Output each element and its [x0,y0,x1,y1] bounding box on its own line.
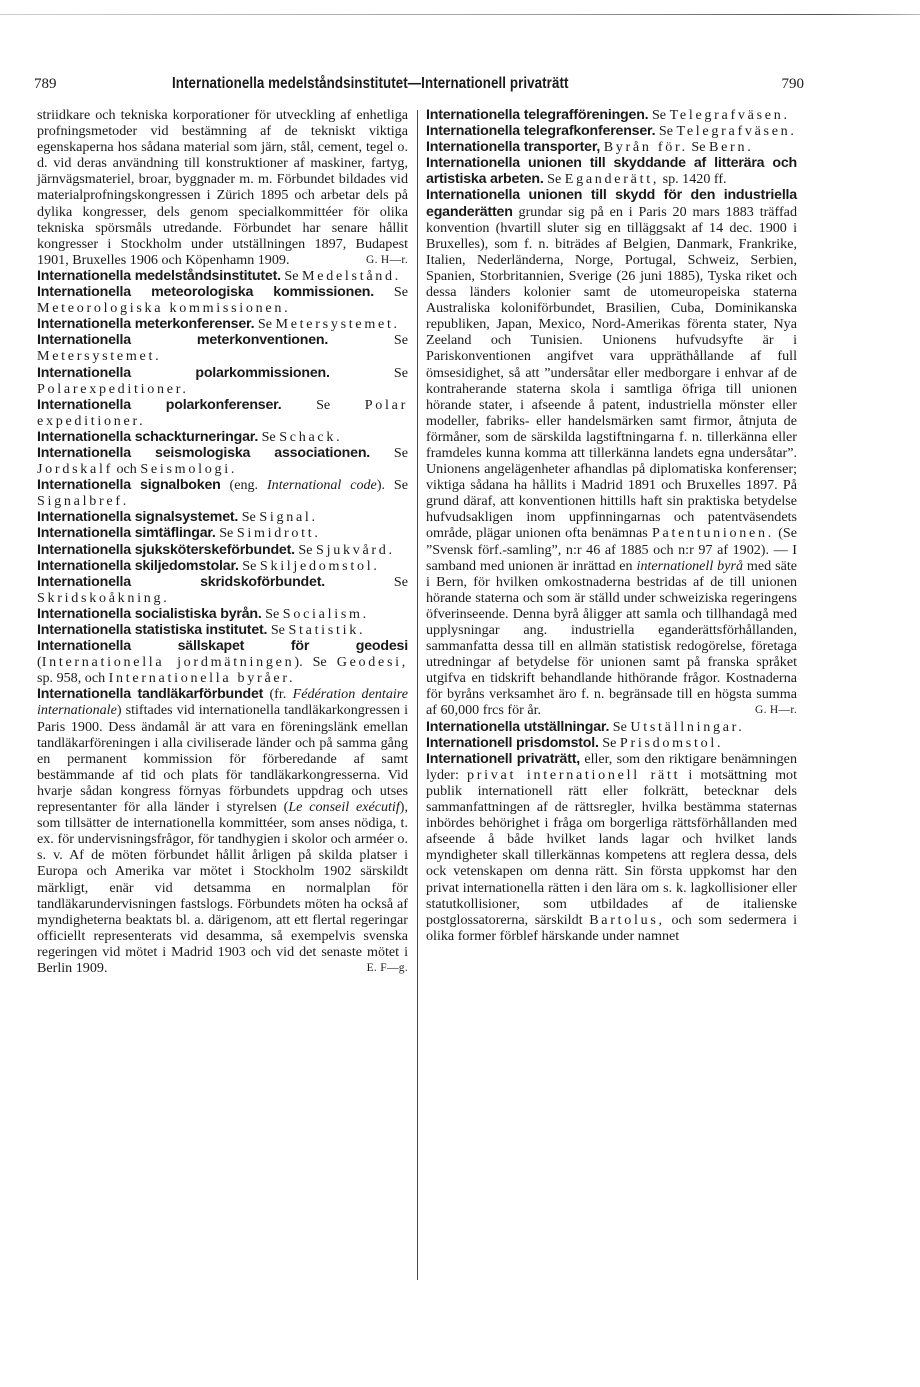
entry-text: och som sedermera i olika former förblef härskande under namnet [426,911,797,944]
entry-text: i motsättning mot publik internationell rätt eller folkrätt, betecknar dels sammanfattningen af de rättsregler, hvilka bestämma staternas inbördes behörighet i fråga om borgerliga rättsförhållanden med afseende å både hvilket lands lagar och hvilket lands myndigheter skall tillerkännas kompetens att reglera dessa, dels ock vetenskapen om denna rätt. Sin första uppkomst har den privat internationella rätten i den lära om s. k. lagkollisioner eller statutkollisioner, som utbildades af de italienske postglossatorerna, särskildt [426,766,797,928]
see-label: Se [242,557,257,574]
see-label: Se [393,332,408,349]
headword: Internationell prisdomstol. [426,734,599,751]
headword: Internationella medelståndsinstitutet. [37,267,281,284]
headword: Internationella statistiska institutet. [37,622,268,638]
see-label: Se [547,171,562,188]
cross-reference: Internationella byråer. [108,670,296,687]
cross-reference: Telegrafväsen. [676,123,797,140]
running-title: Internationella medelståndsinstitutet—Internationell privaträtt [172,75,569,92]
cross-reference: Prisdomstol. [619,734,724,751]
headword: Internationella sjuksköterskeförbundet. [37,541,295,558]
entry-sallskapet-for-geodesi [37,638,408,686]
entry-text: ), som tillsätter de internationella kommittéer, som anses nödiga, t. ex. för undervisningsfrågor, för tandhygien i skolor och arméer o. s. v. Af de möten förbundet hållit årligen på skilda platser i Europa och Amerika var mötet i Stockholm 1902 särskildt märkligt, enär vid detsamma en normalplan för tandläkarundervisningen fastslogs. Förbundets möten ha också af myndigheterna beaktats bl. a. därigenom, att ett flertal regeringar officiellt representerats vid desamma, så exempelvis svenska regeringen vid mötet i Madrid 1903 och vid det senaste mötet i Berlin 1909. [37,799,408,976]
see-label: Se [261,428,276,445]
entry-text: eller, som den riktigare benämningen lyder: [426,750,797,783]
foreign-term: Le conseil exécutif [288,799,400,816]
cross-reference: Sjukvård. [316,541,395,558]
see-label: Se [393,364,408,381]
foreign-term: Fédération dentaire internationale [37,686,408,719]
author-signature: E. F—g. [366,961,408,974]
cross-reference: Jordskalf [37,461,113,478]
entry-telegrafkonferenser [426,123,797,139]
entry-text: med säte i Bern, för hvilken omkostnaderna bestridas af de till unionen hörande staterna och som är ställd under schweiziska regeringens öfverinseende. Denna byrå åligger att samla och tillhandagå med upplysningar ang. industriella eganderättsförhållanden, sammanfatta dessa till en allmän statistisk redogörelse, företaga utredningar af betydelse för unionen samt på franska språket utgifva en tidskrift behandlande hithörande frågor. Kostnaderna för byråns verksamhet äro f. n. begränsade till en högsta summa af 60,000 frcs för år. [426,557,798,719]
paren-close: ). [294,654,303,671]
headword: Internationella tandläkarförbundet [37,686,264,703]
spaced-name: Bartolus, [589,911,665,928]
entry-polarkonferenser [37,397,408,429]
entry-signalsystemet [37,509,408,525]
cross-reference: Utställningar. [630,718,745,735]
page-number-right: 790 [781,76,804,92]
cross-reference: Medelstånd. [302,267,402,284]
headword: Internationella skiljedomstolar. [37,557,239,574]
entry-text: grundar sig på en i Paris 20 mars 1883 träffad konvention (hvartill sluter sig en tilläggsakt af 14 dec. 1900 i Bruxelles), som f. n. biträdes af Belgien, Danmark, Frankrike, Italien, Nederländerna, Norge, Portugal, Schweiz, Serbien, Spanien, Storbritannien, Sverige (26 juni 1885), Tyska riket och dessa länders kolonier samt de utomeuropeiska staterna Australiska koloniförbundet, Brasilien, Cuba, Dominikanska republiken, Japan, Mexico, Nord-Amerikas förenta stater, Nya Zeeland och Tunisien. Unionens hufvudsyfte är i Pariskonventionen angifvet vara uppräthållande af full ömsesidighet, så att ”undersåtar eller medborgare i enhvar af de kontraherande staterna skola i samtliga öfriga till unionen hörande stater, i afseende å patent, industriella mönster eller modeller, fabriks- eller handelsmärken samt firmor, åtnjuta de förmåner, som de särskilda lagstiftningarna f. n. tillerkänna eller framdeles kunna komma att tillerkänna landets egna undersåtar”. Unionens angelägenheter afhandlas på diplomatiska konferenser; viktiga sådana ha hållits i Madrid 1891 och Bruxelles 1897. På grund däraf, att konventionen hittills haft sin praktiska betydelse hufvudsakligen inom uppfinningarnas och patentväsendets område, plägar unionen ofta benämnas [426,203,797,542]
entry-text: striidkare och tekniska korporationer för utveckling af enhetliga profningsmetoder vid bestämning af de tekniskt viktiga egenskaperna hos sådana material som järn, stål, cement, tegel o. d. vid deras användning till konstruktioner af maskiner, fartyg, järnvägsmateriel, broar, byggnader m. m. Förbundet bildades vid materialprofningskongressen i Zürich 1895 och arbetar dels på dylika kongresser, dels genom specialkommittéer för olika tekniska spörsmåls utredande. Förbundet har senare hållit kongresser i Stockholm under utställningen 1897, Budapest 1901, Bruxelles 1906 och Köpenhamn 1909. [37,107,408,268]
conjunction: och [116,461,137,478]
entry-socialistiska-byran [37,606,408,622]
entry-tandlakarforbundet [37,686,408,976]
cross-reference: Socialism. [282,605,369,622]
cross-reference: Schack. [279,428,343,445]
see-label: Se [602,734,617,751]
see-label: Se [257,316,272,333]
entry-prisdomstol [426,735,797,751]
headword: Internationella simtäflingar. [37,525,216,542]
see-label: Se [393,573,408,590]
headword: Internationella signalsystemet. [37,509,239,526]
paren-open: (eng. [229,477,259,494]
cross-reference: Polar expeditioner. [37,396,409,429]
cross-reference: Simidrott. [236,525,321,542]
see-label: Se [658,123,673,140]
entry-unionen-industriella-eganderatten [426,187,797,718]
entry-simtaflingar [37,525,408,541]
cross-reference: Eganderätt, [564,171,660,188]
cross-reference: Skridskoåkning. [37,589,170,606]
see-label: Se [691,139,706,156]
see-label: Se [393,477,408,494]
entry-skridskoforbundet [37,574,408,606]
entry-medelstandsinstitutet [37,268,408,284]
headword: Internationella sällskapet för geodesi [37,638,408,655]
cross-reference: Statistik. [288,622,366,638]
headword: Internationell privaträtt, [426,750,581,767]
entry-continuation [37,107,408,268]
spaced-term: privat internationell rätt [467,766,681,783]
headword: Internationella telegrafkonferenser. [426,123,656,140]
see-label: Se [270,622,285,638]
headword: Internationella telegrafföreningen. [426,107,649,123]
see-label: Se [393,444,408,461]
entry-privatratt [426,751,797,944]
author-signature: G. H—r. [754,704,797,717]
headword: Internationella meterkonventionen. [37,332,329,349]
cross-reference: Meteorologiska kommissionen. [37,300,291,317]
right-column [426,107,797,944]
left-column [37,107,408,976]
entry-telegrafforeningen [426,107,797,123]
cross-reference: Signal. [259,509,318,526]
cross-reference: Seismologi. [140,461,238,478]
entry-signalboken [37,477,408,509]
see-label: Se [265,605,280,622]
emphasized-term: internationell byrå [636,557,743,574]
headword: Internationella schackturneringar. [37,428,259,445]
entry-text: sp. 958, och [37,670,106,687]
entry-transporter [426,139,797,155]
headword: Internationella meterkonferenser. [37,316,255,333]
paren-close: ). [376,477,386,494]
see-label: Se [316,396,331,413]
paren-open: ( [37,654,42,671]
cross-reference: Skiljedomstol. [259,557,380,574]
paren-open: (fr. [269,686,287,703]
entry-text: ) stiftades vid internationella tandläkarkongressen i Paris 1900. Dess ändamål är att vara en föreningslänk emellan tandläkarföreningen i alla civiliserade länder och på samma gång en permanent kommission för förberedande af samt bestämmande af tid och plats för tandläkarkongresserna. Vid hvarje sådan kongress förnyas förbundets uppdrag och utses representanter för alla länder i styrelsen ( [37,702,408,816]
entry-text: (Se ”Svensk förf.-samling”, n:r 46 af 1885 och n:r 97 af 1902). — I samband med unionen är inrättad en [426,525,797,574]
entry-seismologiska-associationen [37,445,408,477]
entry-unionen-litterara-arbeten [426,155,797,187]
headword: Internationella socialistiska byrån. [37,605,262,622]
page-number-left: 789 [34,76,57,92]
see-label: Se [298,541,313,558]
see-label: Se [393,284,408,301]
top-edge-rule [0,14,920,15]
entry-meterkonferenser [37,316,408,332]
see-label: Se [241,509,256,526]
column-divider [417,110,418,1280]
cross-reference: Polarexpeditioner. [37,380,189,397]
headword: Internationella unionen till skydd för den industriella eganderätten [426,187,797,220]
headword: Internationella signalboken [37,477,221,494]
headword: Internationella transporter, [426,139,601,156]
see-label: Se [284,267,299,284]
entry-sjukskoterskeforbundet [37,542,408,558]
cross-reference: Signalbref. [37,493,129,510]
see-label: Se [612,718,627,735]
see-label: Se [219,525,234,542]
cross-reference: Bern. [709,139,754,156]
cross-reference: Internationella jordmätningen [41,654,295,671]
cross-reference: Metersystemet. [37,348,162,365]
headword: Internationella seismologiska associationen. [37,444,371,461]
headword: Internationella unionen till skyddande af litterära och artistiska arbeten. [426,155,797,188]
cross-reference: Patentunionen. [651,525,774,542]
entry-polarkommissionen [37,365,408,397]
see-label: Se [312,654,327,671]
see-label: Se [651,107,667,123]
headword: Internationella skridskoförbundet. [37,573,325,590]
entry-meterkonventionen [37,332,408,364]
running-head [34,76,804,96]
cross-reference: Metersystemet. [275,316,400,333]
cross-reference: Telegrafväsen. [669,107,790,123]
entry-schackturneringar [37,429,408,445]
page-reference: sp. 1420 ff. [662,171,727,188]
cross-reference: Byrån för. [603,139,688,156]
headword: Internationella utställningar. [426,718,610,735]
entry-utstallningar [426,719,797,735]
cross-reference: Geodesi, [336,654,408,671]
headword: Internationella polarkommissionen. [37,364,330,381]
entry-statistiska-institutet [37,622,408,638]
author-signature: G. H—r. [365,253,408,266]
headword: Internationella polarkonferenser. [37,396,282,413]
entry-meteorologiska-kommissionen [37,284,408,316]
entry-skiljedomstolar [37,558,408,574]
foreign-term: International code [266,477,377,494]
headword: Internationella meteorologiska kommissionen. [37,284,374,301]
